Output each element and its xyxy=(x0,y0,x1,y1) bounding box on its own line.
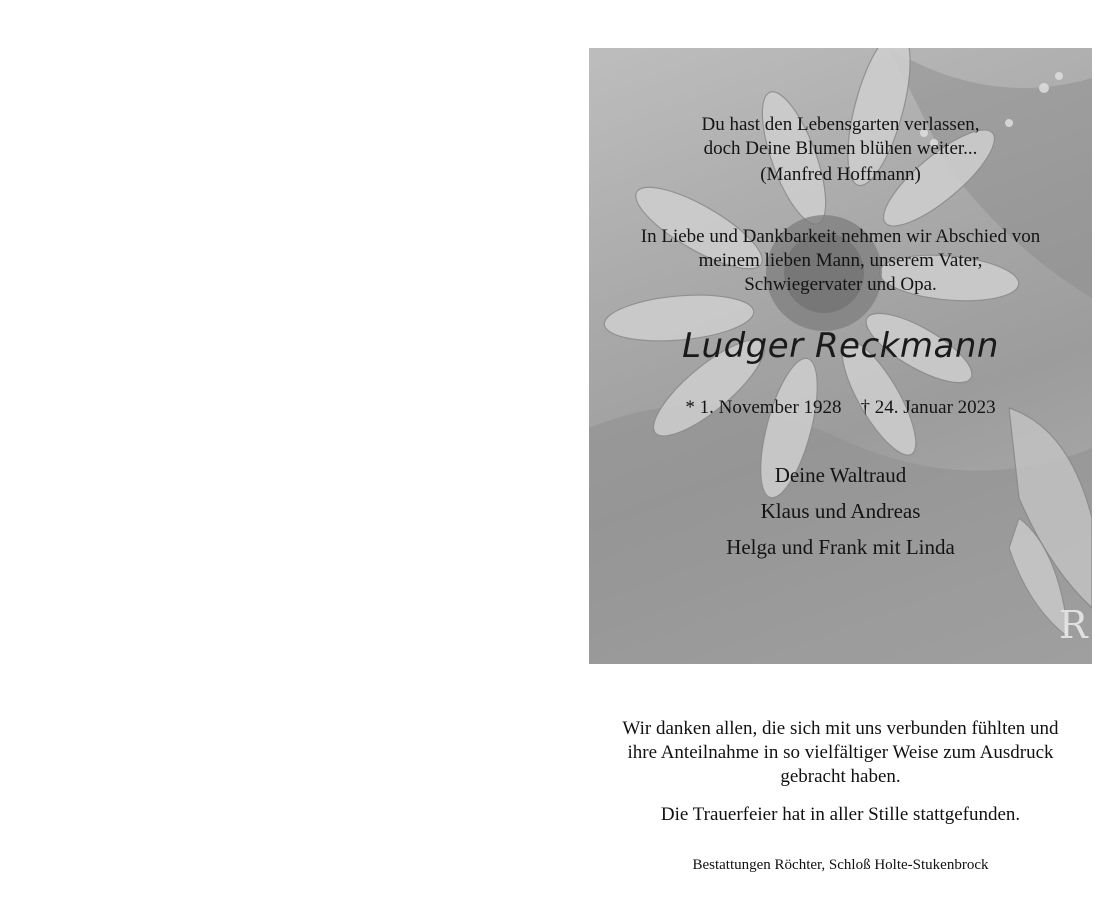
family-line-2: Klaus und Andreas xyxy=(760,499,921,523)
quote-author: (Manfred Hoffmann) xyxy=(760,164,921,185)
quote-line-2: doch Deine Blumen blühen weiter... xyxy=(703,138,978,159)
family-line-1: Deine Waltraud xyxy=(774,463,907,487)
thanks-line-1: Wir danken allen, die sich mit uns verbunden fühlten und xyxy=(622,718,1059,739)
family-line-3: Helga und Frank mit Linda xyxy=(726,535,955,559)
thanks-line-2: ihre Anteilnahme in so vielfältiger Weise zum Ausdruck xyxy=(627,742,1054,763)
thanks-line-3: gebracht haben. xyxy=(780,766,901,787)
funeral-home: Bestattungen Röchter, Schloß Holte-Stukenbrock xyxy=(692,857,989,873)
ceremony-note: Die Trauerfeier hat in aller Stille stattgefunden. xyxy=(660,804,1021,825)
svg-text:R: R xyxy=(1059,603,1088,647)
intro-line-3: Schwiegervater und Opa. xyxy=(744,274,937,295)
quote-line-1: Du hast den Lebensgarten verlassen, xyxy=(701,114,980,135)
life-dates: * 1. November 1928 † 24. Januar 2023 xyxy=(685,397,996,418)
intro-line-2: meinem lieben Mann, unserem Vater, xyxy=(698,250,983,271)
intro-line-1: In Liebe und Dankbarkeit nehmen wir Abschied von xyxy=(640,226,1041,247)
deceased-name: Ludger Reckmann xyxy=(682,326,999,366)
obituary-card xyxy=(589,48,1092,664)
